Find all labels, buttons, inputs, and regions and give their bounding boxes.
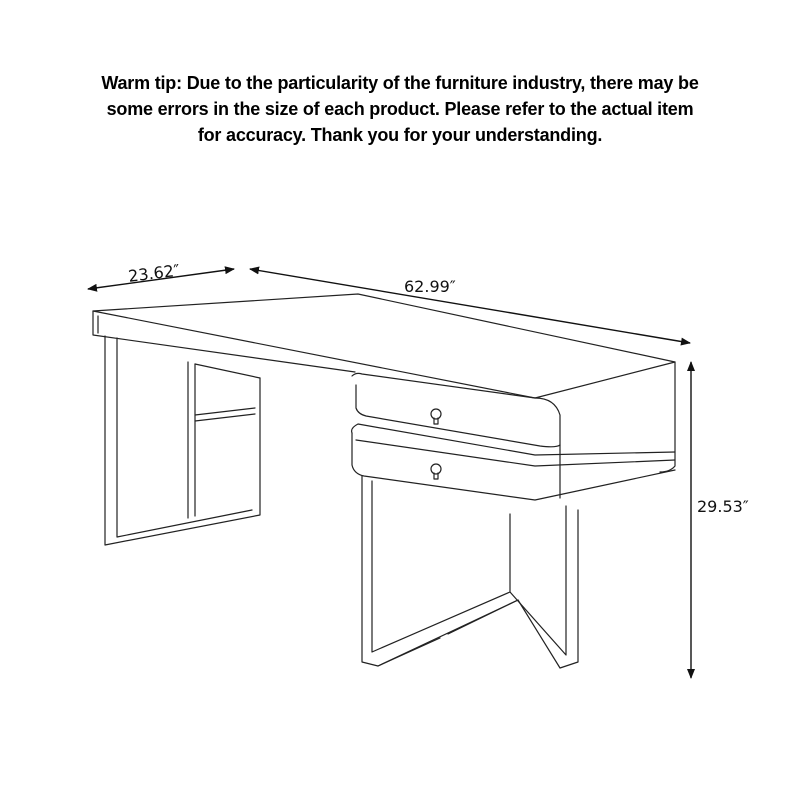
warm-tip-line-2: some errors in the size of each product. Please refer to the actual item	[106, 99, 694, 119]
height-dimension	[691, 362, 749, 678]
right-frame-leg	[362, 476, 578, 668]
depth-dimension	[88, 261, 234, 289]
warm-tip-line-3: for accuracy. Thank you for your understanding.	[197, 125, 603, 145]
drawer-cabinet	[352, 373, 675, 500]
height-label: 29.53″	[697, 497, 749, 516]
left-frame-leg	[105, 336, 260, 545]
width-label: 62.99″	[404, 277, 456, 296]
width-arrow	[250, 269, 690, 343]
tabletop	[93, 294, 675, 472]
drawer-handles	[431, 409, 441, 479]
width-dimension	[250, 269, 690, 343]
warm-tip-line-1: Warm tip: Due to the particularity of the furniture industry, there may be	[101, 73, 699, 93]
top-drawer-knob-icon	[431, 409, 441, 419]
depth-label: 23.62″	[127, 260, 181, 286]
bottom-drawer-knob-icon	[431, 464, 441, 474]
desk-illustration	[93, 294, 675, 668]
